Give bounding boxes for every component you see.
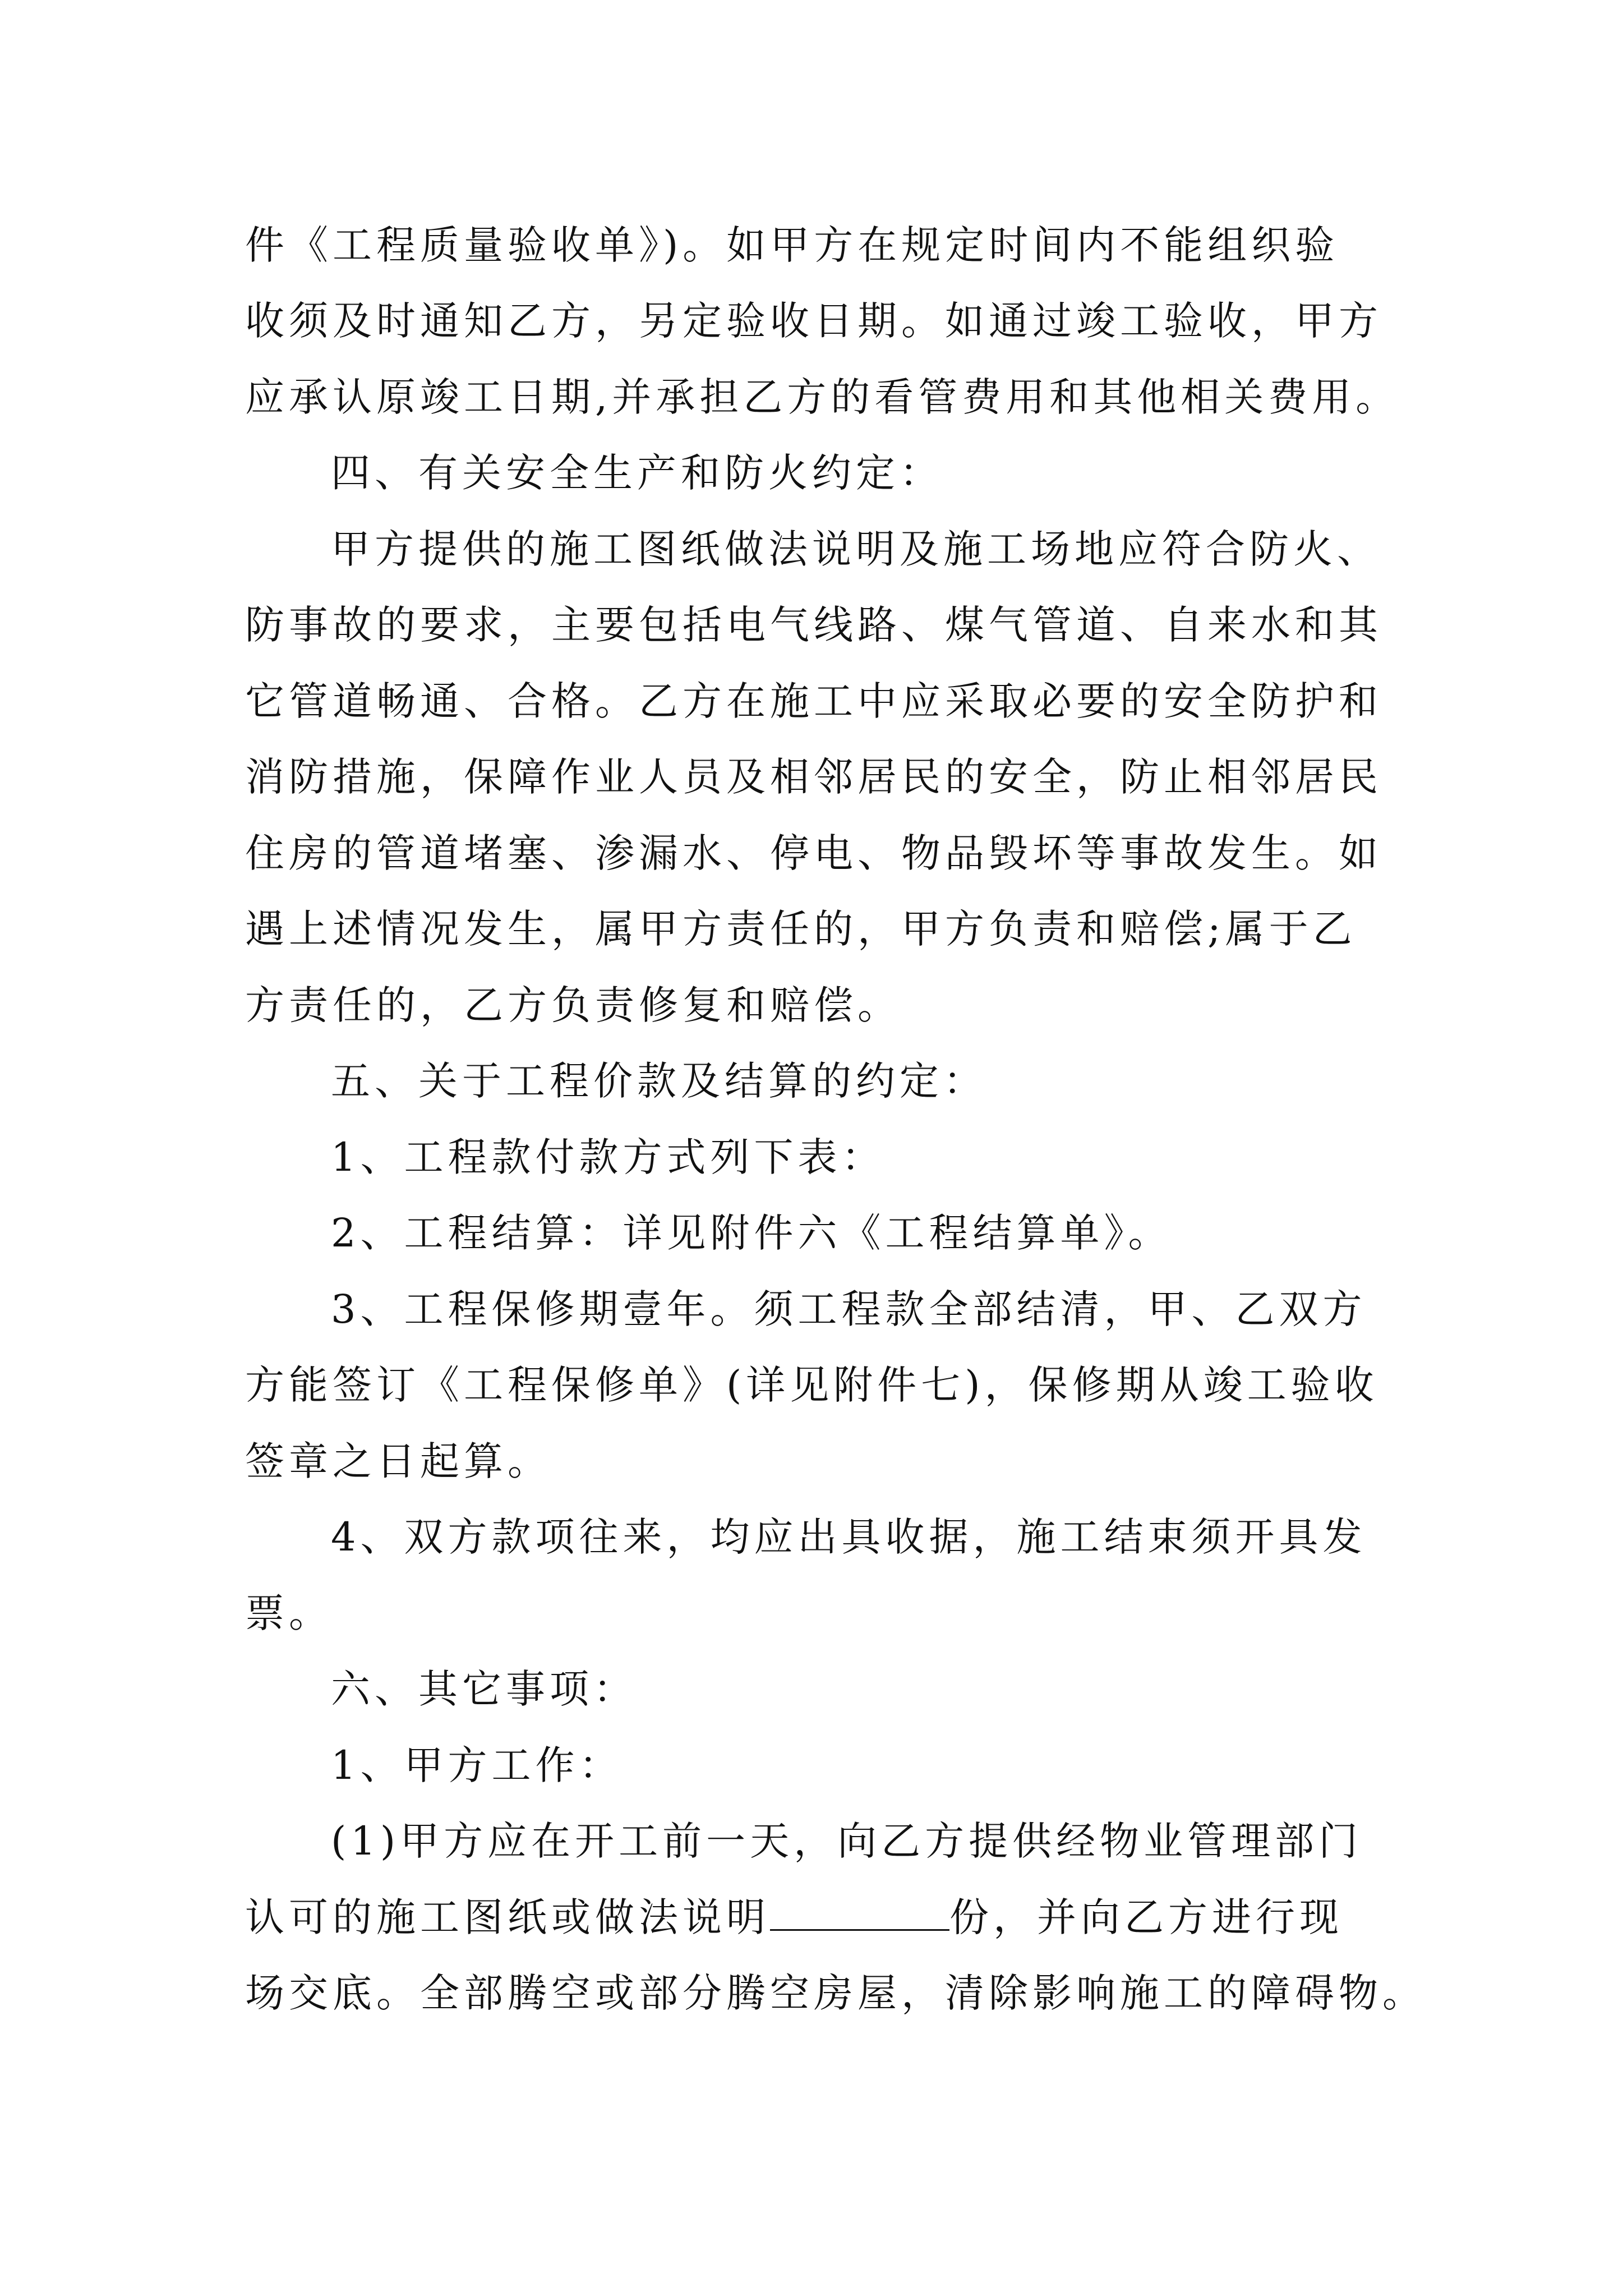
text-line-10: 遇上述情况发生，属甲方责任的，甲方负责和赔偿;属于乙 bbox=[245, 906, 1357, 952]
text-line-9: 住房的管道堵塞、渗漏水、停电、物品毁坏等事故发生。如 bbox=[245, 830, 1382, 876]
text-line-24: 场交底。全部腾空或部分腾空房屋，清除影响施工的障碍物。 bbox=[245, 1970, 1426, 2016]
item-5-2: 2、工程结算：详见附件六《工程结算单》。 bbox=[331, 1210, 1172, 1256]
item-5-3: 3、工程保修期壹年。须工程款全部结清，甲、乙双方 bbox=[331, 1286, 1367, 1332]
item-6-1: 1、甲方工作： bbox=[331, 1742, 623, 1788]
text-line-1: 件《工程质量验收单》)。如甲方在规定时间内不能组织验 bbox=[245, 222, 1339, 268]
item-6-1-1: (1)甲方应在开工前一天，向乙方提供经物业管理部门 bbox=[331, 1818, 1363, 1864]
item-5-1: 1、工程款付款方式列下表： bbox=[331, 1134, 886, 1180]
text-line-2: 收须及时通知乙方，另定验收日期。如通过竣工验收，甲方 bbox=[245, 298, 1382, 344]
text-line-6: 防事故的要求，主要包括电气线路、煤气管道、自来水和其 bbox=[245, 602, 1382, 648]
text-line-23 bbox=[245, 1892, 1343, 1943]
text-line-17: 签章之日起算。 bbox=[245, 1438, 551, 1484]
text-line-19: 票。 bbox=[245, 1590, 333, 1636]
section-6-heading: 六、其它事项： bbox=[331, 1666, 637, 1712]
text-line-3: 应承认原竣工日期,并承担乙方的看管费用和其他相关费用。 bbox=[245, 374, 1400, 420]
section-4-heading: 四、有关安全生产和防火约定： bbox=[331, 450, 943, 496]
section-5-heading: 五、关于工程价款及结算的约定： bbox=[331, 1058, 987, 1104]
text-before-blank: 认可的施工图纸或做法说明 bbox=[245, 1894, 770, 1940]
item-5-4: 4、双方款项往来，均应出具收据，施工结束须开具发 bbox=[331, 1514, 1367, 1560]
text-after-blank: 份，并向乙方进行现 bbox=[949, 1894, 1343, 1940]
text-line-11: 方责任的，乙方负责修复和赔偿。 bbox=[245, 982, 901, 1028]
text-line-5: 甲方提供的施工图纸做法说明及施工场地应符合防火、 bbox=[331, 526, 1381, 572]
fill-in-blank bbox=[770, 1895, 949, 1931]
text-line-16: 方能签订《工程保修单》(详见附件七)，保修期从竣工验收 bbox=[245, 1362, 1378, 1408]
text-line-7: 它管道畅通、合格。乙方在施工中应采取必要的安全防护和 bbox=[245, 678, 1382, 724]
text-line-8: 消防措施，保障作业人员及相邻居民的安全，防止相邻居民 bbox=[245, 754, 1382, 800]
